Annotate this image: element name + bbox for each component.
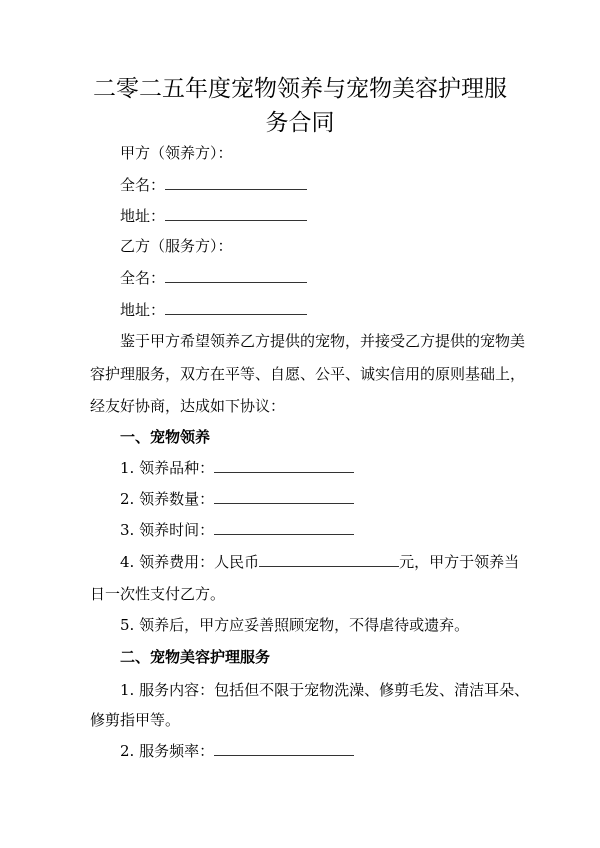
preamble-line-1: 鉴于甲方希望领养乙方提供的宠物，并接受乙方提供的宠物美 [120, 332, 526, 350]
party-a-name-blank[interactable] [165, 175, 307, 190]
adopt-time-blank[interactable] [214, 520, 354, 535]
preamble-line-2: 容护理服务，双方在平等、自愿、公平、诚实信用的原则基础上， [90, 365, 526, 383]
service-frequency-blank[interactable] [214, 741, 354, 756]
party-b-heading: 乙方（服务方）： [120, 237, 233, 255]
adopt-breed-row [120, 458, 354, 478]
adopt-breed-label: 1. 领养品种： [120, 459, 215, 477]
preamble-line-3: 经友好协商，达成如下协议： [90, 397, 286, 415]
adopt-fee-row [120, 552, 519, 572]
adopt-quantity-row [120, 489, 354, 509]
adopt-time-row [120, 520, 354, 540]
party-b-address-row [120, 300, 307, 320]
adopt-care-clause: 5. 领养后，甲方应妥善照顾宠物，不得虐待或遗弃。 [120, 616, 470, 634]
section-2-heading: 二、宠物美容护理服务 [120, 648, 271, 666]
service-frequency-label: 2. 服务频率： [120, 742, 215, 760]
title-line-1: 二零二五年度宠物领养与宠物美容护理服 [93, 76, 507, 102]
service-content-line-1: 1. 服务内容：包括但不限于宠物洗澡、修剪毛发、清洁耳朵、 [120, 681, 530, 699]
adopt-quantity-blank[interactable] [214, 489, 354, 504]
party-a-address-blank[interactable] [165, 206, 307, 221]
party-b-name-blank[interactable] [165, 268, 307, 283]
party-a-address-label: 地址： [120, 207, 166, 225]
section-1-heading: 一、宠物领养 [120, 428, 211, 446]
adopt-fee-line-2: 日一次性支付乙方。 [90, 585, 226, 603]
party-b-address-label: 地址： [120, 301, 166, 319]
document-title [90, 72, 510, 140]
adopt-breed-blank[interactable] [214, 458, 354, 473]
adopt-fee-label: 4. 领养费用：人民币 [120, 553, 260, 571]
party-a-address-row [120, 206, 307, 226]
title-line-2: 务合同 [265, 110, 335, 136]
party-b-address-blank[interactable] [165, 300, 307, 315]
service-frequency-row [120, 741, 354, 761]
party-b-name-label: 全名： [120, 269, 166, 287]
adopt-time-label: 3. 领养时间： [120, 521, 215, 539]
adopt-fee-suffix: 元，甲方于领养当 [399, 553, 520, 571]
party-a-heading: 甲方（领养方）： [120, 144, 233, 162]
party-b-name-row [120, 268, 307, 288]
party-a-name-row [120, 175, 307, 195]
service-content-line-2: 修剪指甲等。 [90, 711, 181, 729]
adopt-quantity-label: 2. 领养数量： [120, 490, 215, 508]
adopt-fee-blank[interactable] [259, 552, 399, 567]
party-a-name-label: 全名： [120, 176, 166, 194]
